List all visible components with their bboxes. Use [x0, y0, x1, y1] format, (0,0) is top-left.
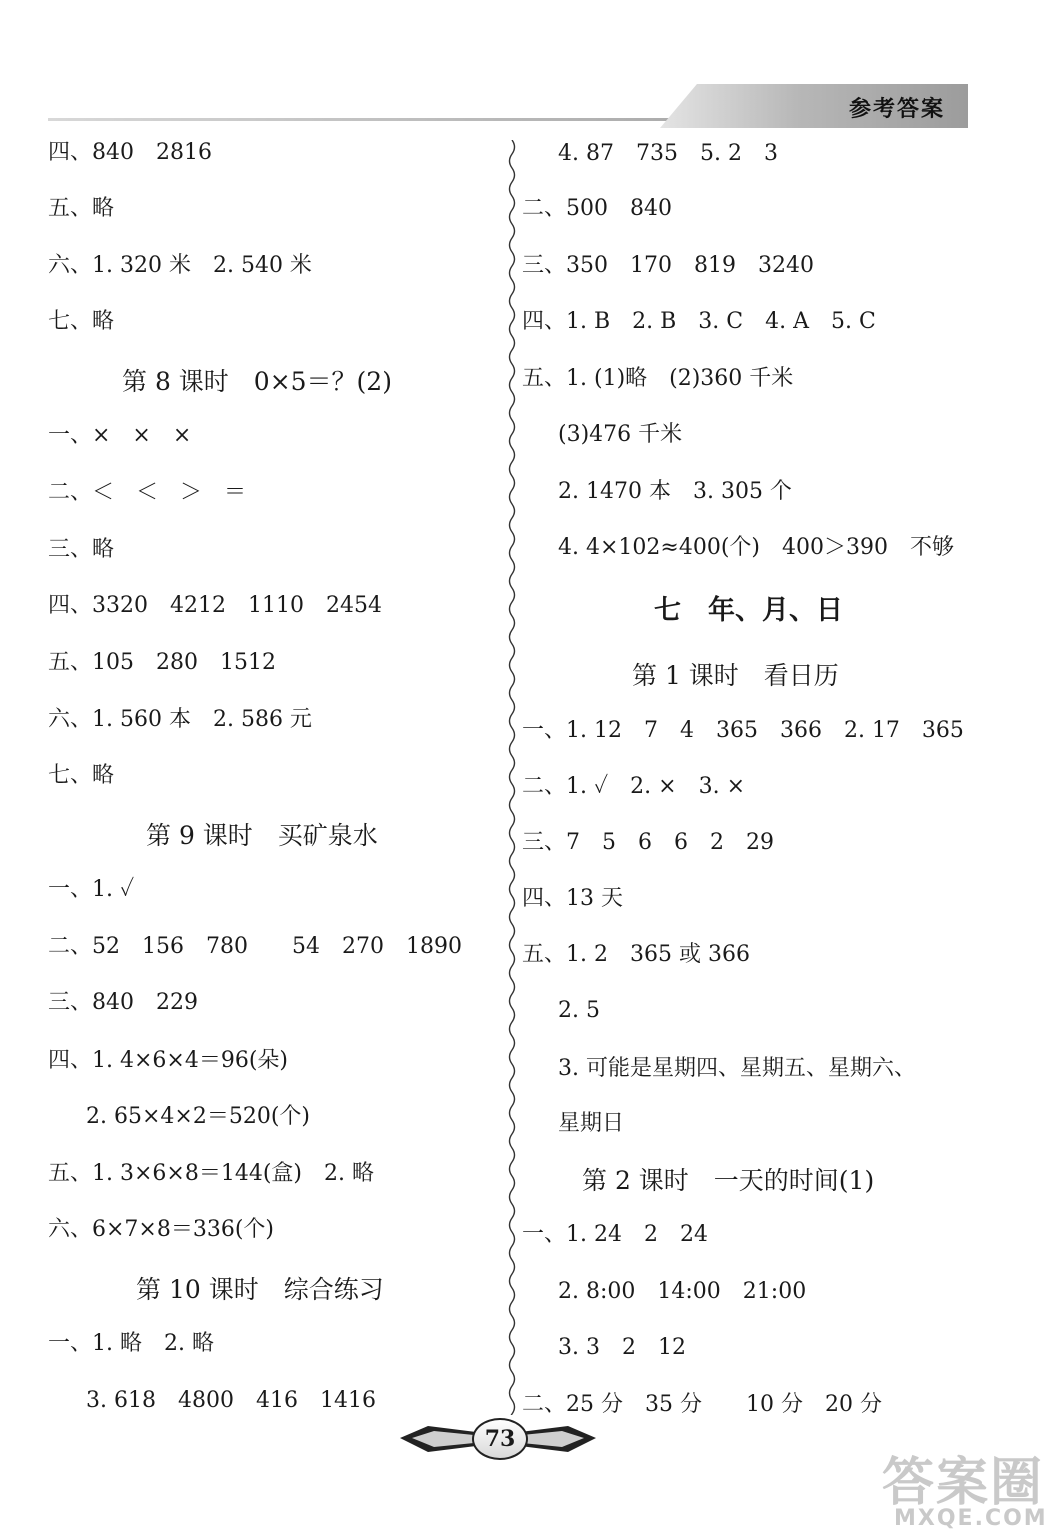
answer-line: 3. 618 4800 416 1416: [86, 1388, 376, 1413]
answer-line: 二、500 840: [522, 196, 672, 221]
answer-line: 五、略: [48, 196, 115, 221]
answer-line: 六、6×7×8＝336(个): [48, 1217, 275, 1242]
answer-line: 4. 87 735 5. 2 3: [558, 141, 778, 166]
column-divider: [505, 140, 519, 1415]
answer-line: 三、840 229: [48, 990, 198, 1015]
answer-line: 3. 3 2 12: [558, 1335, 686, 1360]
answer-line: 七、略: [48, 309, 115, 334]
answer-line: 五、105 280 1512: [48, 650, 276, 675]
answer-line: 2. 1470 本 3. 305 个: [558, 479, 792, 504]
answer-line: 五、1. 3×6×8＝144(盒) 2. 略: [48, 1161, 374, 1186]
answer-line: 四、3320 4212 1110 2454: [48, 593, 382, 618]
header-label: 参考答案: [848, 97, 945, 122]
answer-line: 2. 5: [558, 998, 600, 1023]
answer-line: 二、＜ ＜ ＞ ＝: [48, 480, 247, 505]
answer-line: 六、1. 320 米 2. 540 米: [48, 253, 312, 278]
answer-line: 二、1. ✓ 2. × 3. ×: [522, 774, 746, 799]
answer-line: 4. 4×102≈400(个) 400＞390 不够: [558, 535, 954, 560]
page-number-badge: [398, 1418, 598, 1458]
answer-line: 五、1. 2 365 或 366: [522, 942, 750, 967]
section-title: 第 8 课时 0×5＝？(2): [122, 367, 392, 396]
answer-line: 一、1. 24 2 24: [522, 1222, 708, 1247]
answer-line: 星期日: [558, 1111, 625, 1136]
answer-line: 五、1. (1)略 (2)360 千米: [522, 366, 794, 391]
section-title: 第 9 课时 买矿泉水: [146, 821, 378, 850]
answer-line: 3. 可能是星期四、星期五、星期六、: [558, 1056, 916, 1081]
answer-line: 七、略: [48, 763, 115, 788]
answer-line: 四、840 2816: [48, 140, 212, 165]
section-title: 第 2 课时 一天的时间(1): [582, 1166, 875, 1195]
answer-line: 一、1. ✓: [48, 877, 135, 902]
answer-line: 三、略: [48, 537, 115, 562]
section-title: 第 10 课时 综合练习: [136, 1275, 384, 1304]
answer-line: 2. 65×4×2＝520(个): [86, 1104, 310, 1129]
answer-line: 三、7 5 6 6 2 29: [522, 830, 774, 855]
answer-line: (3)476 千米: [558, 422, 683, 447]
answer-line: 一、× × ×: [48, 423, 192, 448]
answer-line: 三、350 170 819 3240: [522, 253, 814, 278]
watermark-logo: [880, 1440, 1050, 1530]
answer-line: 一、1. 略 2. 略: [48, 1331, 214, 1356]
watermark-site-text: MXQE.COM: [894, 1506, 1048, 1531]
answer-line: 2. 8:00 14:00 21:00: [558, 1279, 807, 1304]
answer-line: 二、52 156 780 54 270 1890: [48, 934, 462, 959]
answer-line: 一、1. 12 7 4 365 366 2. 17 365: [522, 718, 964, 743]
chapter-title: 七 年、月、日: [654, 595, 843, 626]
answer-line: 六、1. 560 本 2. 586 元: [48, 707, 312, 732]
answer-line: 四、13 天: [522, 886, 623, 911]
answer-line: 四、1. 4×6×4＝96(朵): [48, 1048, 289, 1073]
answer-line: 二、25 分 35 分 10 分 20 分: [522, 1392, 882, 1417]
page-number: 73: [472, 1418, 528, 1460]
answer-line: 四、1. B 2. B 3. C 4. A 5. C: [522, 309, 876, 334]
section-title: 第 1 课时 看日历: [632, 661, 839, 690]
watermark-logo-text: 答案圈: [882, 1453, 1045, 1513]
